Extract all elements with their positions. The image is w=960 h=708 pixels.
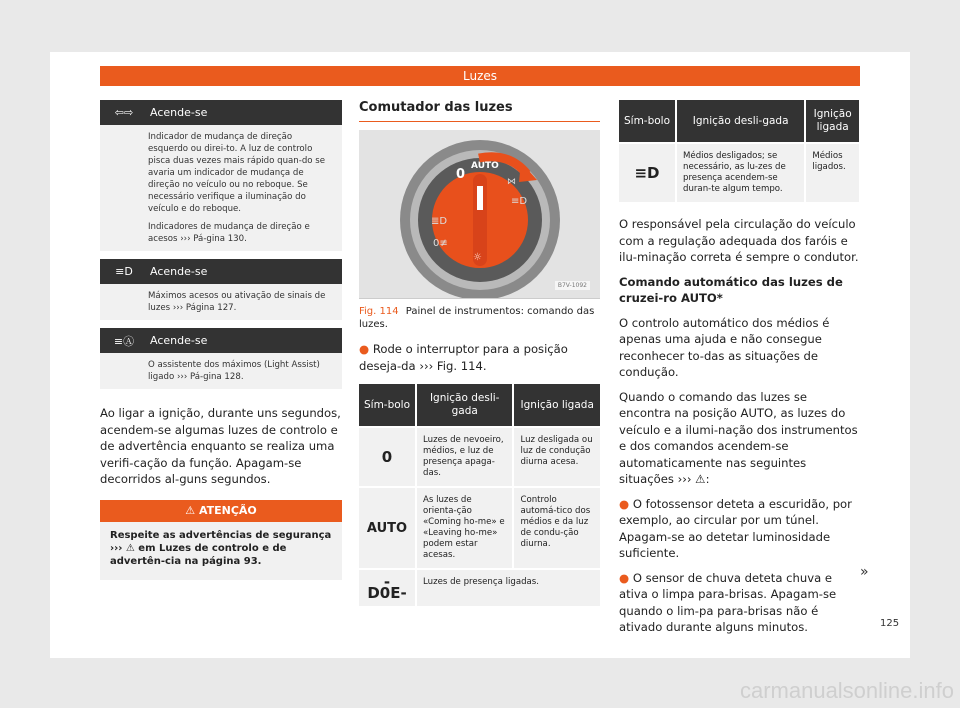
indicator-bar-high-beam [100,259,342,284]
table-row [359,427,600,487]
warning-title: ATENÇÃO [198,503,257,517]
instruction: ● Rode o interruptor para a posição deseja-da ››› Fig. 114. [359,342,568,373]
low-beam-icon: ≡D [619,143,676,202]
column-2 [359,100,600,606]
light-switch-figure [359,130,600,299]
subheading: Comando automático das luzes de cruzei-ro AUTO* [619,274,843,305]
warning-text: Respeite as advertências de segurança ››› ⚠ em Luzes de controlo e de advertên-cia na página 93. [100,522,342,580]
table-header: Sím-bolo [359,384,416,427]
table-symbol: AUTO [359,487,416,569]
figure-caption [359,305,600,331]
body-paragraph: Quando o comando das luzes se encontra na posição AUTO, as luzes do veículo e a ilumi-nação dos instrumentos e dos comandos acendem-se automaticamente nas seguintes situações ››› ⚠: [619,389,858,486]
parking-light-icon: -D0E- [359,569,416,606]
figure-ref: Fig. 114 [359,306,399,317]
column-3 [619,100,859,644]
bullet-item: ● O sensor de chuva deteta chuva e ativa o limpa para-brisas. Apagam-se quando o lim-pa para-brisas não é ativado durante alguns minutos. [619,570,837,634]
indicator-text: Indicador de mudança de direção esquerdo ou direi-to. A luz de controlo pisca duas vezes mais rápido quan-do se avaria um indicador de mudança de direção no veículo ou no reboque. Se necessário verifique a iluminação do veículo e do reboque. [148,132,326,214]
indicator-box-turn [100,125,342,251]
section-title: Comutador das luzes [359,100,600,122]
switch-table [359,384,600,606]
indicator-title: Acende-se [150,265,208,278]
indicator-box-high-beam [100,284,342,320]
table-header: Ignição ligada [513,384,600,427]
table-cell: Luzes de nevoeiro, médios, e luz de presença apaga-das. [416,427,513,487]
switch-table-continued [619,100,859,202]
svg-text:☼: ☼ [473,252,482,263]
indicator-title: Acende-se [150,334,208,347]
warning-header: ⚠ ATENÇÃO [100,500,342,522]
indicator-text: Indicadores de mudança de direção e acesos ››› Pá-gina 130. [148,222,310,244]
indicator-text: O assistente dos máximos (Light Assist) ligado ››› Pá-gina 128. [148,360,320,382]
indicator-text: Máximos acesos ou ativação de sinais de luzes ››› Página 127. [148,291,326,313]
indicator-bar-light-assist [100,328,342,353]
indicator-title: Acende-se [150,106,208,119]
table-cell: Médios ligados. [805,143,859,202]
column-1 [100,100,342,580]
indicator-bar-turn [100,100,342,125]
bullet-item: ● O fotossensor deteta a escuridão, por exemplo, ao circular por um túnel. Apagam-se ao detetar luminosidade suficiente. [619,496,852,560]
watermark: carmanualsonline.info [739,678,954,703]
table-cell: As luzes de orienta-ção «Coming ho-me» e «Leaving ho-me» podem estar acesas. [416,487,513,569]
table-header: Ignição desli-gada [416,384,513,427]
table-header: Sím-bolo [619,100,676,143]
figure-caption-text: Painel de instrumentos: comando das luzes. [359,306,595,330]
table-row [359,487,600,569]
table-symbol: 0 [359,427,416,487]
body-paragraph: O controlo automático dos médios é apenas uma ajuda e não consegue reconhecer to-das as situações de condução. [619,315,830,379]
svg-text:≣D: ≣D [431,216,448,227]
table-header: Ignição desli-gada [676,100,805,143]
figure-code: B7V-1092 [555,281,590,290]
section-header: Luzes [100,66,860,86]
body-text: Ao ligar a ignição, durante uns segundos, acendem-se algumas luzes de controlo e de advertência enquanto se realiza uma verifi-cação da função. Apagam-se decorridos al-guns segundos. [100,406,341,486]
table-row [619,143,859,202]
knob-off-label: 0 [456,167,466,182]
light-assist-icon: ≡Ⓐ [113,334,135,348]
table-cell: Luzes de presença ligadas. [416,569,600,606]
indicator-box-light-assist [100,353,342,389]
high-beam-icon: ≡D [115,265,133,278]
knob-auto-label: AUTO [471,161,499,171]
table-header: Ignição ligada [805,100,859,143]
svg-text:⋈: ⋈ [507,177,516,187]
svg-text:≡D: ≡D [511,196,528,207]
table-row [359,569,600,606]
body-paragraph: O responsável pela circulação do veículo com a regulação adequada dos faróis e ilu-minação correta é sempre o condutor. [619,217,859,264]
page-number: 125 [880,618,900,629]
table-cell: Médios desligados; se necessário, as lu-zes de presença acendem-se duran-te algum tempo. [676,143,805,202]
table-cell: Controlo automá-tico dos médios e da luz de condu-ção diurna. [513,487,600,569]
table-cell: Luz desligada ou luz de condução diurna acesa. [513,427,600,487]
continue-mark: » [860,564,869,580]
turn-signals-icon: ⇦⇨ [114,106,134,119]
light-switch-illustration [359,130,600,298]
svg-text:0≢: 0≢ [433,238,448,249]
